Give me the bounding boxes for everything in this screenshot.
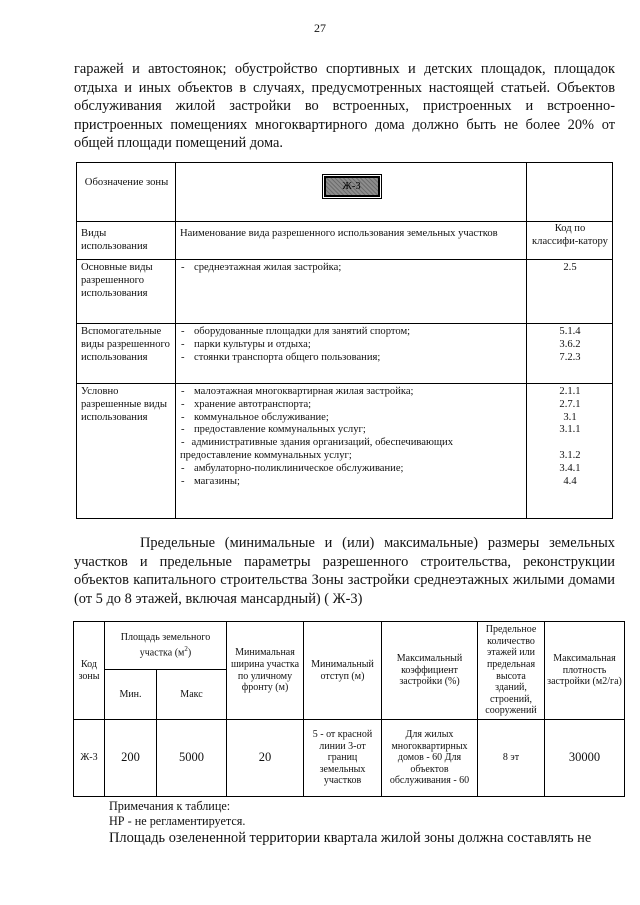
zone-code-badge: Ж-3 bbox=[324, 176, 380, 197]
notes-line: НР - не регламентируется. bbox=[109, 813, 246, 828]
header-max-coverage: Максимальный коэффициент застройки (%) bbox=[382, 622, 478, 720]
header-min-setback: Минимальный отступ (м) bbox=[304, 622, 382, 720]
class-code: 2.7.1 bbox=[559, 398, 581, 410]
page-number: 27 bbox=[314, 21, 326, 35]
header-plot-area: Площадь земельного участка $(м^2)$ bbox=[105, 622, 227, 670]
code-list bbox=[527, 384, 613, 519]
header-min-width: Минимальная ширина участка по уличному фронту (м) bbox=[227, 622, 304, 720]
class-code: 2.5 bbox=[563, 262, 577, 273]
list-item: - среднеэтажная жилая застройка; bbox=[181, 262, 342, 273]
class-code: 3.6.2 bbox=[559, 338, 581, 350]
header-max-floors: Предельное количество этажей или предельная высота зданий, строений, сооружений bbox=[478, 622, 545, 720]
table-row bbox=[77, 222, 613, 260]
list-item: - малоэтажная многоквартирная жилая застройка; bbox=[181, 386, 414, 397]
table-row bbox=[77, 163, 613, 222]
cell-min-area: 200 bbox=[105, 720, 157, 797]
list-item: - амбулаторно-поликлиническое обслуживание; bbox=[181, 462, 404, 474]
col-header-class-code: Код по классифи-катору bbox=[527, 222, 613, 260]
usage-list bbox=[176, 384, 527, 519]
intro-text: гаражей и автостоянок; обустройство спортивных и детских площадок, площадок отдыха и иных объектов в случаях, предусмотренных настоящей статьей. Объектов обслуживания жилой застройки во встроенных, пристроенных и встроенно-пристроенных помещениях многоквартирного дома должно быть не более 20% от общей площади помещений дома. bbox=[74, 61, 615, 151]
intro-paragraph bbox=[74, 60, 615, 153]
class-code: 3.1 bbox=[563, 411, 577, 423]
spacer bbox=[531, 437, 609, 450]
closing-text: Площадь озелененной территории квартала жилой зоны должна составлять не bbox=[109, 830, 592, 846]
cell-max-floors: 8 эт bbox=[478, 720, 545, 797]
zone-code-cell bbox=[176, 163, 527, 222]
list-item: - коммунальное обслуживание; bbox=[181, 411, 329, 423]
category-conditional: Условно разрешенные виды использования bbox=[77, 384, 176, 519]
list-item: - административные здания организаций, обеспечивающих предоставление коммунальных услуг; bbox=[180, 437, 453, 461]
cell-max-coverage: Для жилых многоквартирных домов - 60 Для объектов обслуживания - 60 bbox=[382, 720, 478, 797]
col-header-usage-types: Виды использования bbox=[77, 222, 176, 260]
class-code: 7.2.3 bbox=[559, 351, 581, 363]
code-list bbox=[527, 324, 613, 384]
class-code: 4.4 bbox=[563, 475, 577, 487]
notes-title: Примечания к таблице: bbox=[109, 799, 231, 813]
empty-cell bbox=[527, 163, 613, 222]
usage-list bbox=[176, 324, 527, 384]
list-item: - оборудованные площадки для занятий спортом; bbox=[181, 326, 411, 337]
class-code: 5.1.4 bbox=[559, 326, 581, 337]
header-max: Макс bbox=[157, 670, 227, 720]
header-max-density: Максимальная плотность застройки (м2/га) bbox=[545, 622, 625, 720]
class-code: 3.4.1 bbox=[559, 462, 581, 474]
table-notes bbox=[109, 799, 245, 828]
table-row bbox=[74, 720, 625, 797]
class-code: 3.1.2 bbox=[559, 449, 581, 461]
header-min: Мин. bbox=[105, 670, 157, 720]
list-item: - хранение автотранспорта; bbox=[181, 398, 312, 410]
class-code: 2.1.1 bbox=[559, 386, 581, 397]
params-table bbox=[73, 621, 625, 797]
usage-list bbox=[176, 260, 527, 324]
params-heading bbox=[74, 534, 615, 608]
list-item: - парки культуры и отдыха; bbox=[181, 338, 311, 350]
zone-usage-table bbox=[76, 162, 613, 519]
class-code: 3.1.1 bbox=[559, 424, 581, 436]
cell-max-area: 5000 bbox=[157, 720, 227, 797]
code-list bbox=[527, 260, 613, 324]
designation-label: Обозначение зоны bbox=[77, 163, 176, 222]
table-row bbox=[77, 384, 613, 519]
params-heading-text: Предельные (минимальные и (или) максимальные) размеры земельных участков и предельные параметры разрешенного строительства, реконструкции объектов капитального строительства Зоны застройки среднеэтажных жилыми домами (от 5 до 8 этажей, включая мансардный) ( Ж-3) bbox=[74, 535, 615, 607]
cell-min-width: 20 bbox=[227, 720, 304, 797]
col-header-usage-name: Наименование вида разрешенного использования земельных участков bbox=[176, 222, 527, 260]
list-item: - магазины; bbox=[181, 475, 240, 487]
list-item: - стоянки транспорта общего пользования; bbox=[181, 351, 381, 363]
table-row bbox=[77, 260, 613, 324]
table-row bbox=[74, 622, 625, 670]
list-item: - предоставление коммунальных услуг; bbox=[181, 424, 366, 436]
category-auxiliary: Вспомогательные виды разрешенного использования bbox=[77, 324, 176, 384]
category-main: Основные виды разрешенного использования bbox=[77, 260, 176, 324]
table-row bbox=[77, 324, 613, 384]
cell-max-density: 30000 bbox=[545, 720, 625, 797]
header-zone-code: Код зоны bbox=[74, 622, 105, 720]
cell-zone-code: Ж-3 bbox=[74, 720, 105, 797]
cell-min-setback: 5 - от красной линии 3-от границ земельных участков bbox=[304, 720, 382, 797]
